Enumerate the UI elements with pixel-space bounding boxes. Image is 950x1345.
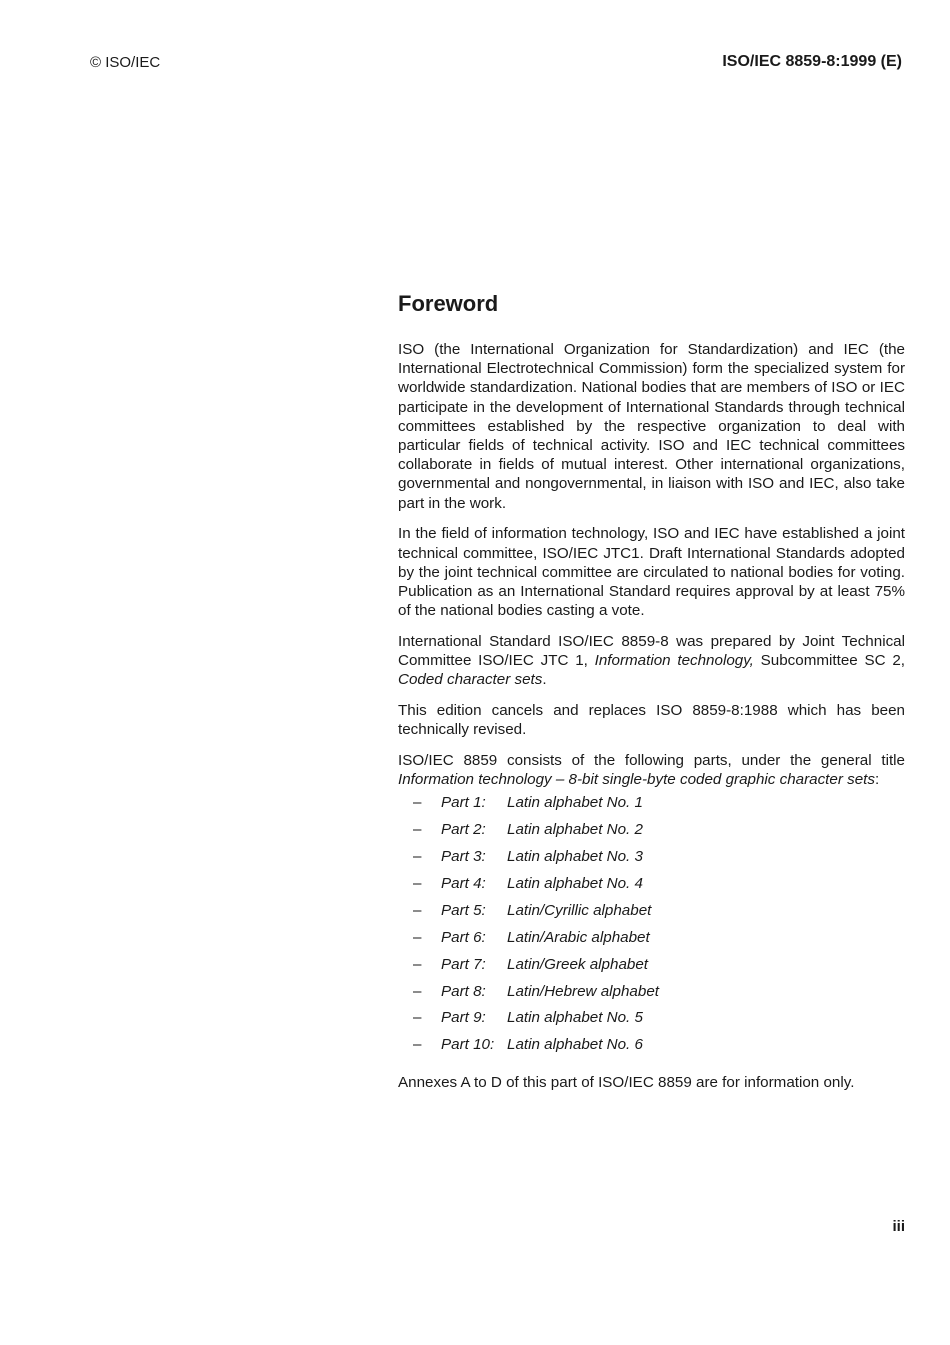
paragraph-annexes: Annexes A to D of this part of ISO/IEC 8859 are for information only.: [398, 1074, 855, 1092]
parts-list: [398, 793, 905, 1062]
list-item: [398, 982, 905, 1009]
part-number: Part 1:: [441, 794, 486, 812]
prepared-by-text-e: .: [542, 671, 547, 689]
list-dash: –: [413, 794, 422, 812]
part-name: Latin/Hebrew alphabet: [507, 982, 659, 1000]
list-dash: –: [413, 928, 422, 946]
parts-general-title: Information technology – 8-bit single-byte coded graphic character sets: [398, 771, 875, 789]
list-item: [398, 874, 905, 901]
page-number: iii: [892, 1218, 905, 1235]
part-number: Part 2:: [441, 821, 486, 839]
header-copyright: © ISO/IEC: [90, 54, 161, 71]
prepared-by-text-a: International Standard ISO/IEC 8859-8 was prepared by Joint Technical Committee ISO/IEC JTC 1,: [398, 632, 905, 670]
part-name: Latin/Cyrillic alphabet: [507, 901, 652, 919]
paragraph-edition: This edition cancels and replaces ISO 8859-8:1988 which has been technically revised.: [398, 701, 905, 739]
part-number: Part 9:: [441, 1009, 486, 1027]
list-dash: –: [413, 982, 422, 1000]
list-dash: –: [413, 874, 422, 892]
part-name: Latin alphabet No. 5: [507, 1009, 643, 1027]
list-dash: –: [413, 848, 422, 866]
part-name: Latin alphabet No. 6: [507, 1036, 643, 1054]
part-number: Part 7:: [441, 955, 486, 973]
part-number: Part 10:: [441, 1036, 495, 1054]
foreword-title: Foreword: [398, 291, 499, 316]
list-dash: –: [413, 1009, 422, 1027]
part-name: Latin/Greek alphabet: [507, 955, 649, 973]
part-name: Latin alphabet No. 1: [507, 794, 643, 812]
list-item: [398, 820, 905, 847]
part-name: Latin alphabet No. 2: [507, 821, 643, 839]
list-dash: –: [413, 955, 422, 973]
prepared-by-committee-title: Information technology,: [594, 652, 754, 670]
paragraph-jtc1: In the field of information technology, ISO and IEC have established a joint technical committee, ISO/IEC JTC1. Draft International Standards adopted by the joint technical committee are circulated to national bodies for voting. Publication as an International Standard requires approval by at least 75% of the national bodies casting a vote.: [398, 525, 905, 620]
part-number: Part 6:: [441, 928, 486, 946]
paragraph-parts-intro: [398, 751, 905, 789]
list-item: [398, 1035, 905, 1062]
prepared-by-subcommittee-title: Coded character sets: [398, 671, 543, 689]
list-item: [398, 901, 905, 928]
list-item: [398, 928, 905, 955]
list-item: [398, 793, 905, 820]
list-dash: –: [413, 1036, 422, 1054]
header-standard-number: ISO/IEC 8859-8:1999 (E): [722, 53, 902, 70]
part-number: Part 4:: [441, 874, 486, 892]
part-name: Latin alphabet No. 3: [507, 848, 643, 866]
part-name: Latin alphabet No. 4: [507, 874, 643, 892]
list-item: [398, 1008, 905, 1035]
part-name: Latin/Arabic alphabet: [507, 928, 650, 946]
parts-intro-text: ISO/IEC 8859 consists of the following parts, under the general title: [398, 751, 905, 769]
parts-intro-colon: :: [874, 771, 880, 789]
part-number: Part 3:: [441, 848, 486, 866]
prepared-by-text-c: Subcommittee SC 2,: [753, 652, 905, 670]
list-dash: –: [413, 821, 422, 839]
list-item: [398, 847, 905, 874]
paragraph-iso-iec: ISO (the International Organization for Standardization) and IEC (the International Electrotechnical Commission) form the specialized system for worldwide standardization. National bodies that are members of ISO or IEC participate in the development of International Standards through technical committees established by the respective organization to deal with particular fields of technical activity. ISO and IEC technical committees collaborate in fields of mutual interest. Other international organizations, governmental and nongovernmental, in liaison with ISO and IEC, also take part in the work.: [398, 341, 905, 512]
foreword-section: [398, 290, 905, 1104]
paragraph-prepared-by: [398, 632, 905, 690]
list-item: [398, 955, 905, 982]
part-number: Part 5:: [441, 901, 486, 919]
list-dash: –: [413, 901, 422, 919]
part-number: Part 8:: [441, 982, 486, 1000]
